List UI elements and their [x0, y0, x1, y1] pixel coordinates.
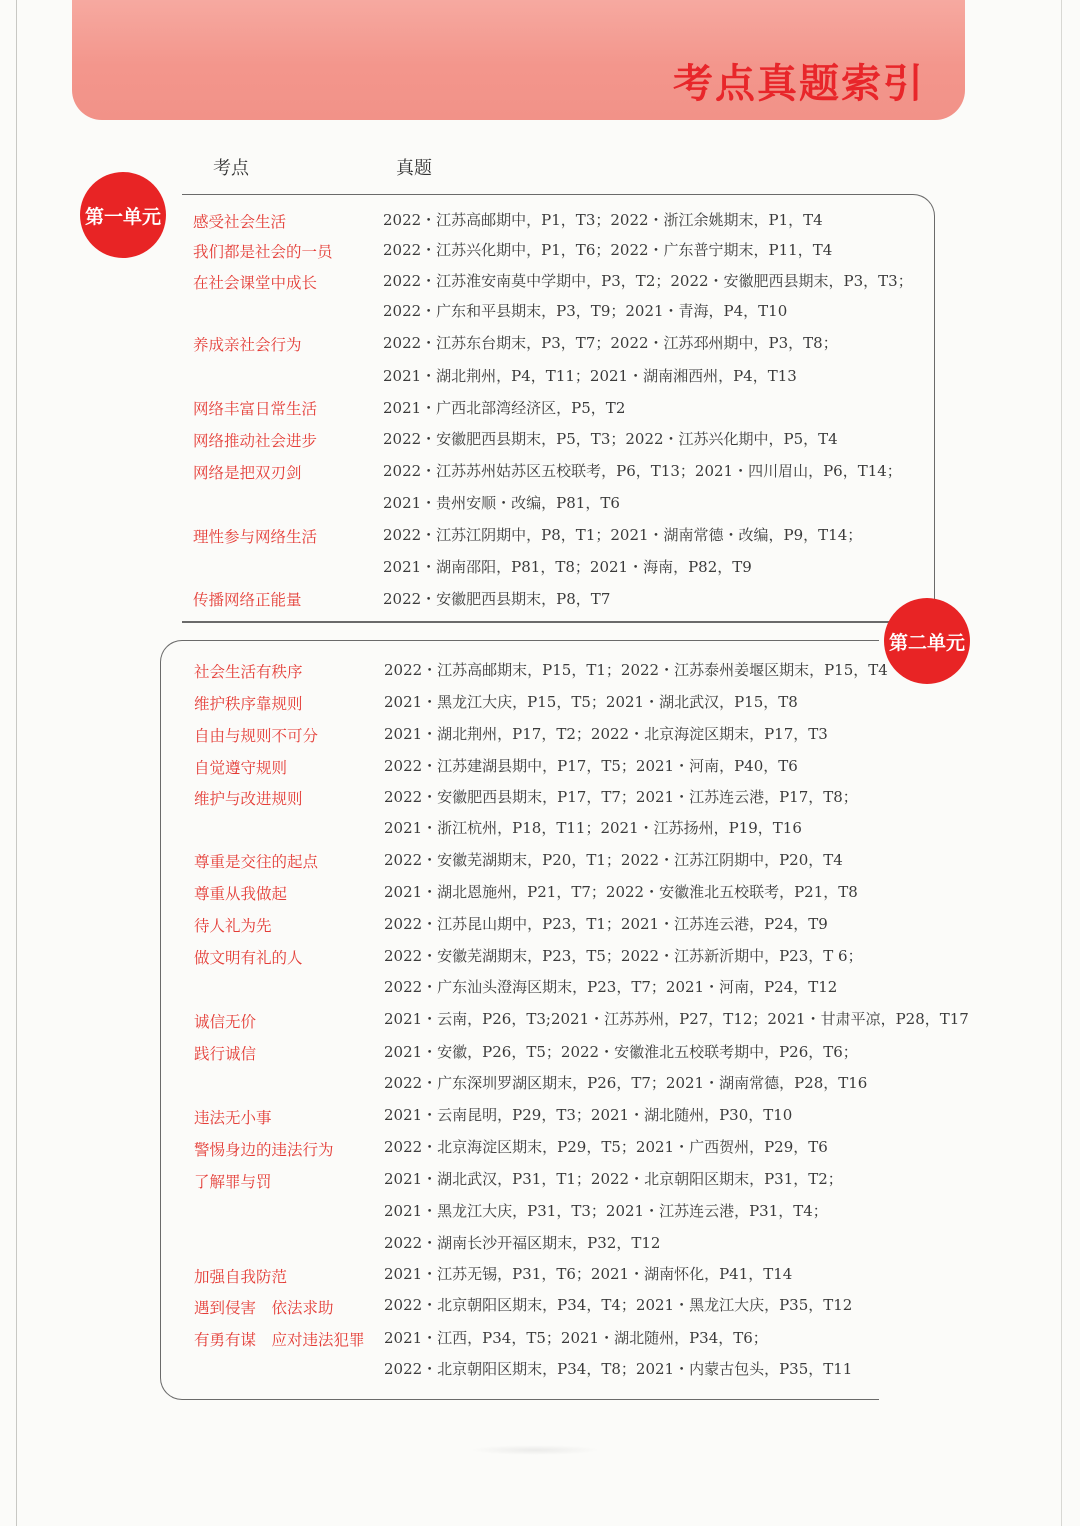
exam-entry: 2021・湖北武汉，P31，T1；2022・北京朝阳区期末，P31，T2； [384, 1170, 843, 1188]
exam-entry: 2021・安徽，P26，T5；2022・安徽淮北五校联考期中，P26，T6； [384, 1043, 858, 1061]
topic-item: 尊重从我做起 [194, 885, 288, 903]
exam-entry: 2021・湖南邵阳，P81，T8；2021・海南，P82，T9 [383, 558, 752, 576]
exam-entry: 2022・广东深圳罗湖区期末，P26，T7；2021・湖南常德，P28，T16 [384, 1074, 868, 1092]
topic-item: 养成亲社会行为 [193, 336, 302, 354]
topic-item: 维护秩序靠规则 [194, 695, 303, 713]
topic-item: 社会生活有秩序 [194, 663, 303, 681]
exam-entry: 2022・江苏建湖县期中，P17，T5；2021・河南，P40，T6 [384, 757, 798, 775]
exam-entry: 2021・湖北荆州，P4，T11；2021・湖南湘西州，P4，T13 [383, 367, 797, 385]
exam-entry: 2022・安徽芜湖期末，P20，T1；2022・江苏江阴期中，P20，T4 [384, 851, 843, 869]
exam-entry: 2021・贵州安顺・改编，P81，T6 [383, 494, 620, 512]
exam-entry: 2021・黑龙江大庆，P15，T5；2021・湖北武汉，P15，T8 [384, 693, 798, 711]
topic-item: 感受社会生活 [193, 213, 287, 231]
topic-item: 自觉遵守规则 [194, 759, 288, 777]
topic-item: 践行诚信 [194, 1045, 257, 1063]
scan-artifact [470, 1445, 600, 1455]
exam-entry: 2021・江西，P34，T5；2021・湖北随州，P34，T6； [384, 1329, 768, 1347]
topic-item: 做文明有礼的人 [194, 949, 303, 967]
exam-entry: 2022・江苏高邮期中，P1，T3；2022・浙江余姚期末，P1，T4 [383, 211, 823, 229]
exam-entry: 2022・广东汕头澄海区期末，P23，T7；2021・河南，P24，T12 [384, 978, 838, 996]
topic-item: 网络是把双刃剑 [193, 464, 302, 482]
unit1-panel-bottom-rule [182, 621, 937, 623]
topic-item: 待人礼为先 [194, 917, 272, 935]
exam-entry: 2021・浙江杭州，P18，T11；2021・江苏扬州，P19，T16 [384, 819, 802, 837]
exam-entry: 2021・湖北荆州，P17，T2；2022・北京海淀区期末，P17，T3 [384, 725, 828, 743]
exam-entry: 2021・云南，P26，T3;2021・江苏苏州，P27，T12；2021・甘肃平凉，P28，T17 [384, 1010, 969, 1028]
exam-entry: 2022・江苏兴化期中，P1，T6；2022・广东普宁期末，P11，T4 [383, 241, 833, 259]
exam-entry: 2021・云南昆明，P29，T3；2021・湖北随州，P30，T10 [384, 1106, 793, 1124]
unit2-badge: 第二单元 [884, 598, 970, 684]
topic-item: 警惕身边的违法行为 [194, 1141, 334, 1159]
exam-entry: 2022・江苏昆山期中，P23，T1；2021・江苏连云港，P24，T9 [384, 915, 828, 933]
topic-item: 维护与改进规则 [194, 790, 303, 808]
exam-entry: 2022・江苏江阴期中，P8，T1；2021・湖南常德・改编，P9，T14； [383, 526, 863, 544]
topic-item: 我们都是社会的一员 [193, 243, 333, 261]
topic-item: 违法无小事 [194, 1109, 272, 1127]
exam-entry: 2022・江苏高邮期末，P15，T1；2022・江苏泰州姜堰区期末，P15，T4 [384, 661, 888, 679]
column-header-kaodian: 考点 [213, 158, 249, 179]
topic-item: 网络丰富日常生活 [193, 400, 318, 418]
topic-item: 诚信无价 [194, 1013, 257, 1031]
page-left-border [16, 0, 17, 1526]
exam-entry: 2022・北京朝阳区期末，P34，T4；2021・黑龙江大庆，P35，T12 [384, 1296, 853, 1314]
exam-entry: 2022・安徽肥西县期末，P17，T7；2021・江苏连云港，P17，T8； [384, 788, 858, 806]
page-title: 考点真题索引 [673, 61, 925, 107]
topic-item: 在社会课堂中成长 [193, 274, 318, 292]
page-right-border [1061, 0, 1062, 1526]
column-header-zhenti: 真题 [396, 158, 432, 179]
topic-item: 传播网络正能量 [193, 591, 302, 609]
exam-entry: 2022・湖南长沙开福区期末，P32，T12 [384, 1234, 661, 1252]
exam-entry: 2022・广东和平县期末，P3，T9；2021・青海，P4，T10 [383, 302, 788, 320]
exam-entry: 2021・黑龙江大庆，P31，T3；2021・江苏连云港，P31，T4； [384, 1202, 828, 1220]
exam-entry: 2022・安徽肥西县期末，P8，T7 [383, 590, 611, 608]
topic-item: 了解罪与罚 [194, 1173, 272, 1191]
exam-entry: 2022・安徽芜湖期末，P23，T5；2022・江苏新沂期中，P23，T 6； [384, 947, 863, 965]
exam-entry: 2022・江苏苏州姑苏区五校联考，P6，T13；2021・四川眉山，P6，T14； [383, 462, 902, 480]
topic-item: 有勇有谋 应对违法犯罪 [194, 1331, 365, 1349]
exam-entry: 2021・湖北恩施州，P21，T7；2022・安徽淮北五校联考，P21，T8 [384, 883, 858, 901]
exam-entry: 2022・江苏淮安南莫中学期中，P3，T2；2022・安徽肥西县期末，P3，T3； [383, 272, 913, 290]
exam-entry: 2022・北京朝阳区期末，P34，T8；2021・内蒙古包头，P35，T11 [384, 1360, 853, 1378]
header-banner [72, 0, 965, 120]
topic-item: 遇到侵害 依法求助 [194, 1299, 334, 1317]
topic-item: 网络推动社会进步 [193, 432, 318, 450]
exam-entry: 2022・北京海淀区期末，P29，T5；2021・广西贺州，P29，T6 [384, 1138, 828, 1156]
topic-item: 尊重是交往的起点 [194, 853, 319, 871]
exam-entry: 2022・安徽肥西县期末，P5，T3；2022・江苏兴化期中，P5，T4 [383, 430, 838, 448]
topic-item: 理性参与网络生活 [193, 528, 318, 546]
exam-entry: 2021・广西北部湾经济区，P5，T2 [383, 399, 626, 417]
exam-entry: 2022・江苏东台期末，P3，T7；2022・江苏邳州期中，P3，T8； [383, 334, 838, 352]
exam-entry: 2021・江苏无锡，P31，T6；2021・湖南怀化，P41，T14 [384, 1265, 793, 1283]
unit1-badge: 第一单元 [80, 172, 166, 258]
topic-item: 自由与规则不可分 [194, 727, 319, 745]
topic-item: 加强自我防范 [194, 1268, 288, 1286]
